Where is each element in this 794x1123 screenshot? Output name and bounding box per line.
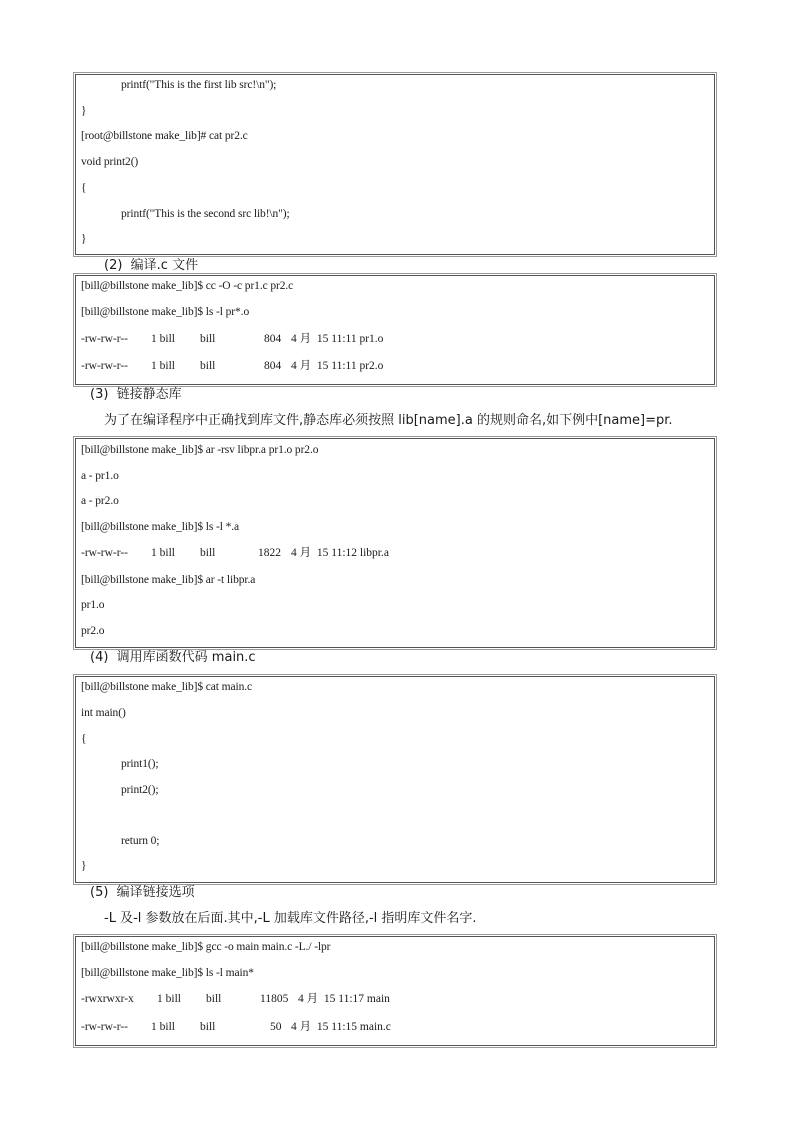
section-paragraph-3: 为了在编译程序中正确找到库文件,静态库必须按照 lib[name].a 的规则命名,如下例中[name]=pr. (104, 413, 673, 428)
file-size: 1822 (258, 547, 281, 559)
file-date: 4 月 15 11:11 pr2.o (291, 360, 384, 372)
ls-row (76, 332, 714, 346)
file-permissions: -rw-rw-r-- (81, 1021, 129, 1033)
code-block-archive (75, 438, 715, 648)
code-line: pr1.o (81, 599, 105, 611)
code-block-link (75, 936, 715, 1046)
code-line: { (81, 182, 87, 194)
code-line: [bill@billstone make_lib]$ ls -l pr*.o (81, 306, 250, 318)
code-line: print1(); (121, 758, 159, 770)
section-heading-5: (5) 编译链接选项 (90, 885, 195, 900)
ls-row (76, 1020, 714, 1034)
code-line: return 0; (121, 835, 160, 847)
code-line: [bill@billstone make_lib]$ ls -l main* (81, 967, 254, 979)
code-line: a - pr1.o (81, 470, 119, 482)
file-date: 4 月 15 11:12 libpr.a (291, 547, 389, 559)
ls-row (76, 992, 714, 1006)
code-line: } (81, 233, 87, 245)
file-permissions: -rw-rw-r-- (81, 360, 129, 372)
code-block-pr2 (75, 74, 715, 255)
code-line: [bill@billstone make_lib]$ ar -rsv libpr.a pr1.o pr2.o (81, 444, 319, 456)
file-size: 804 (264, 333, 282, 345)
file-links-owner: 1 bill (151, 1021, 175, 1033)
section-heading-4: (4) 调用库函数代码 main.c (90, 650, 256, 665)
code-line: } (81, 860, 87, 872)
code-line: void print2() (81, 156, 139, 168)
code-line: [bill@billstone make_lib]$ ar -t libpr.a (81, 574, 256, 586)
code-line: printf("This is the first lib src!\n"); (121, 79, 277, 91)
ls-row (76, 359, 714, 373)
code-line: [bill@billstone make_lib]$ ls -l *.a (81, 521, 240, 533)
file-size: 804 (264, 360, 282, 372)
file-links-owner: 1 bill (151, 333, 175, 345)
ls-row (76, 546, 714, 560)
code-block-main (75, 676, 715, 883)
section-heading-2: (2) 编译.c 文件 (104, 258, 199, 273)
code-line: a - pr2.o (81, 495, 119, 507)
file-links-owner: 1 bill (157, 993, 181, 1005)
file-date: 4 月 15 11:11 pr1.o (291, 333, 384, 345)
file-date: 4 月 15 11:17 main (298, 993, 390, 1005)
code-line: { (81, 733, 87, 745)
file-group: bill (200, 1021, 216, 1033)
file-links-owner: 1 bill (151, 547, 175, 559)
file-group: bill (200, 333, 216, 345)
file-permissions: -rw-rw-r-- (81, 333, 129, 345)
section-heading-3: (3) 链接静态库 (90, 387, 182, 402)
section-paragraph-5: -L 及-l 参数放在后面.其中,-L 加载库文件路径,-l 指明库文件名字. (104, 911, 477, 926)
code-line: pr2.o (81, 625, 105, 637)
code-line: [root@billstone make_lib]# cat pr2.c (81, 130, 248, 142)
file-group: bill (206, 993, 222, 1005)
code-line: print2(); (121, 784, 159, 796)
file-size: 11805 (260, 993, 289, 1005)
code-line: } (81, 105, 87, 117)
file-permissions: -rw-rw-r-- (81, 547, 129, 559)
file-date: 4 月 15 11:15 main.c (291, 1021, 391, 1033)
code-line: [bill@billstone make_lib]$ gcc -o main main.c -L./ -lpr (81, 941, 331, 953)
file-group: bill (200, 547, 216, 559)
file-permissions: -rwxrwxr-x (81, 993, 134, 1005)
code-line: [bill@billstone make_lib]$ cat main.c (81, 681, 253, 693)
code-line: int main() (81, 707, 126, 719)
code-block-compile (75, 275, 715, 385)
file-group: bill (200, 360, 216, 372)
code-line: printf("This is the second src lib!\n"); (121, 208, 290, 220)
code-line: [bill@billstone make_lib]$ cc -O -c pr1.c pr2.c (81, 280, 294, 292)
file-links-owner: 1 bill (151, 360, 175, 372)
file-size: 50 (270, 1021, 282, 1033)
